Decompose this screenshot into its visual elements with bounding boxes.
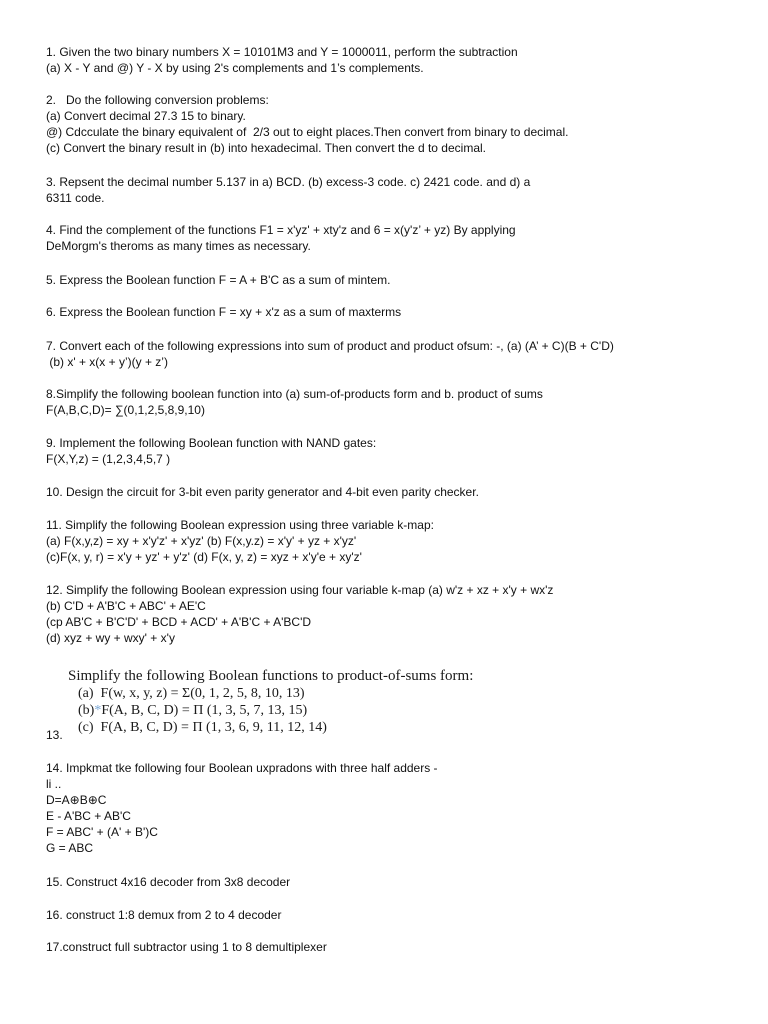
question-16 xyxy=(46,907,746,923)
question-line: @) Cdcculate the binary equivalent of 2/3 out to eight places.Then convert from binary to decimal. xyxy=(46,125,569,139)
question-line: 6311 code. xyxy=(46,191,105,205)
question-line: 15. Construct 4x16 decoder from 3x8 decoder xyxy=(46,875,291,889)
question-13-item-b xyxy=(68,702,508,719)
question-13-item-b-expr: F(A, B, C, D) = Π (1, 3, 5, 7, 13, 15) xyxy=(101,703,308,718)
question-10 xyxy=(46,484,746,500)
question-line: DeMorgm's theroms as many times as necessary. xyxy=(46,239,311,253)
question-line: G = ABC xyxy=(46,841,94,855)
question-15 xyxy=(46,874,746,890)
question-line: 11. Simplify the following Boolean expression using three variable k-map: xyxy=(46,518,434,532)
question-line: D=A⊕B⊕C xyxy=(46,793,107,807)
question-line: (cp AB'C + B'C'D' + BCD + ACD' + A'B'C + A'BC'D xyxy=(46,615,312,629)
question-11 xyxy=(46,517,746,565)
question-line: (a) F(x,y,z) = xy + x'y'z' + x'yz' (b) F(x,y.z) = x'y' + yz + x'yz' xyxy=(46,534,357,548)
question-3 xyxy=(46,174,746,206)
asterisk-mark: * xyxy=(94,703,102,718)
question-9 xyxy=(46,435,746,467)
question-14 xyxy=(46,760,746,856)
question-line: 4. Find the complement of the functions F1 = x'yz' + xty'z and 6 = x(y'z’ + yz) By applying xyxy=(46,223,516,237)
question-7 xyxy=(46,338,746,370)
question-2 xyxy=(46,92,746,156)
question-line: 7. Convert each of the following expressions into sum of product and product ofsum: -, (a) (A’ + C)(B + C'D) xyxy=(46,339,614,353)
question-line: 5. Express the Boolean function F = A + B'C as a sum of mintem. xyxy=(46,273,391,287)
question-12 xyxy=(46,582,746,646)
question-13-item-c: (c) F(A, B, C, D) = Π (1, 3, 6, 9, 11, 12, 14) xyxy=(78,720,327,735)
question-line: 9. Implement the following Boolean function with NAND gates: xyxy=(46,436,377,450)
question-line: 10. Design the circuit for 3-bit even parity generator and 4-bit even parity checker. xyxy=(46,485,479,499)
question-line: 12. Simplify the following Boolean expression using four variable k-map (a) w'z + xz + x'y + wx'z xyxy=(46,583,554,597)
question-line: F(X,Y,z) = (1,2,3,4,5,7 ) xyxy=(46,452,171,466)
question-line: E - A'BC + AB'C xyxy=(46,809,131,823)
question-4 xyxy=(46,222,746,254)
question-line: 6. Express the Boolean function F = xy + x'z as a sum of maxterms xyxy=(46,305,402,319)
question-8 xyxy=(46,386,746,418)
question-line: 16. construct 1:8 demux from 2 to 4 decoder xyxy=(46,908,282,922)
question-line: (c) Convert the binary result in (b) into hexadecimal. Then convert the d to decimal. xyxy=(46,141,486,155)
question-line: (d) xyz + wy + wxy' + x'y xyxy=(46,631,175,645)
question-line: 17.construct full subtractor using 1 to 8 demultiplexer xyxy=(46,940,327,954)
question-line: (b) x' + x(x + y’)(y + z’) xyxy=(46,355,168,369)
question-line: 14. Impkmat tke following four Boolean uxpradons with three half adders - xyxy=(46,761,438,775)
question-line: (b) C'D + A'B'C + ABC' + AE'C xyxy=(46,599,206,613)
question-line: F = ABC' + (A' + B')C xyxy=(46,825,158,839)
question-13-title: Simplify the following Boolean functions to product-of-sums form: xyxy=(68,668,474,684)
question-line: li .. xyxy=(46,777,62,791)
question-13-scanned-image xyxy=(68,668,508,740)
question-line: (c)F(x, y, r) = x'y + yz' + y'z' (d) F(x, y, z) = xyz + x'y'e + xy'z' xyxy=(46,550,362,564)
question-line: F(A,B,C,D)= ∑(0,1,2,5,8,9,10) xyxy=(46,403,205,417)
question-1 xyxy=(46,44,746,76)
question-line: (a) Convert decimal 27.3 15 to binary. xyxy=(46,109,246,123)
question-line: 1. Given the two binary numbers X = 10101M3 and Y = 1000011, perform the subtraction xyxy=(46,45,518,59)
question-17 xyxy=(46,939,746,955)
question-13-item-b-label: (b) xyxy=(78,703,95,718)
question-6 xyxy=(46,304,746,320)
question-line: 2. Do the following conversion problems: xyxy=(46,93,269,107)
question-line: (a) X - Y and @) Y - X by using 2's complements and 1’s complements. xyxy=(46,61,424,75)
question-13-item-a: (a) F(w, x, y, z) = Σ(0, 1, 2, 5, 8, 10, 13) xyxy=(78,686,305,701)
question-5 xyxy=(46,272,746,288)
question-line: 3. Repsent the decimal number 5.137 in a) BCD. (b) excess-3 code. c) 2421 code. and d) a xyxy=(46,175,531,189)
question-line: 8.Simplify the following boolean function into (a) sum-of-products form and b. product of sums xyxy=(46,387,543,401)
question-13-number: 13. xyxy=(46,728,63,742)
